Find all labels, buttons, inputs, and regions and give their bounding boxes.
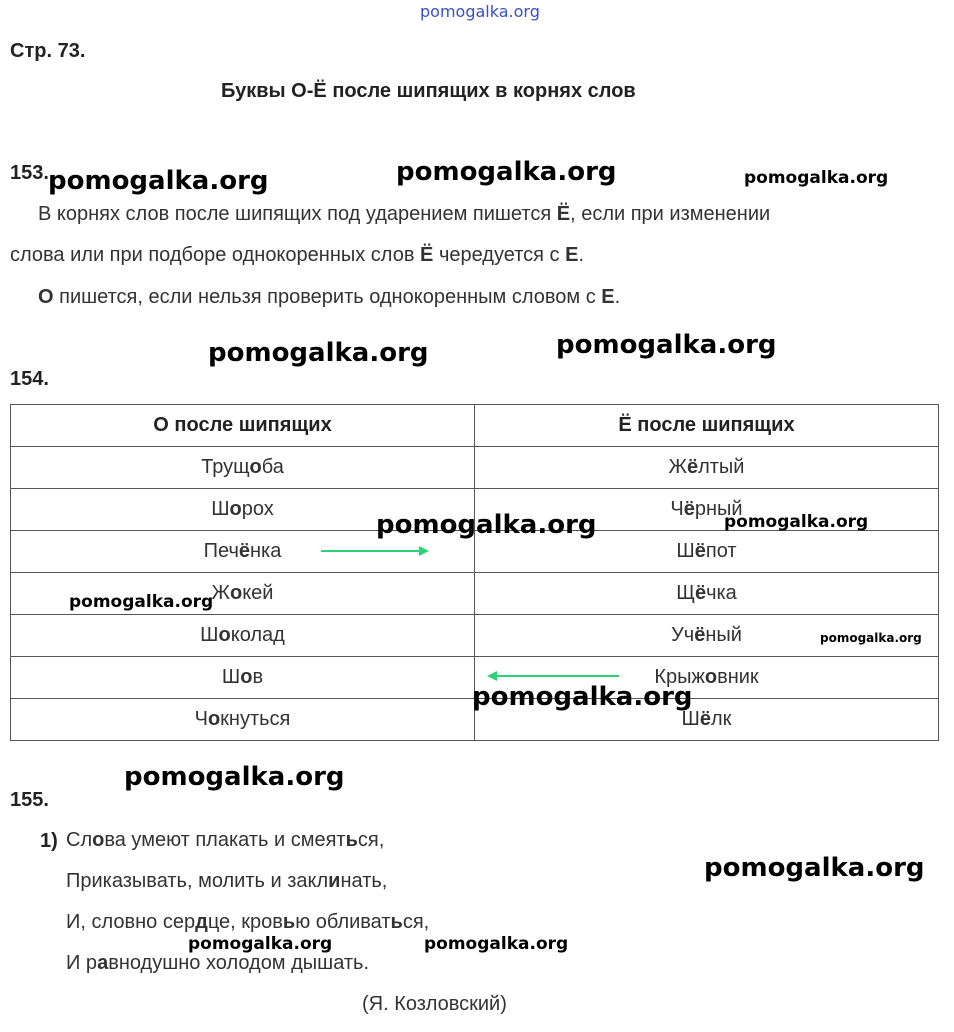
exercise-153-line-2: слова или при подборе однокоренных слов Ё чередуется с Е.	[10, 244, 584, 266]
watermark: pomogalka.org	[704, 853, 925, 883]
word-cell: Крыжовник	[475, 657, 939, 699]
poem-author: (Я. Козловский)	[362, 993, 507, 1015]
word-cell: Чёрный	[475, 489, 939, 531]
table-row	[11, 447, 939, 489]
watermark: pomogalka.org	[396, 157, 617, 187]
item-number: 1)	[40, 830, 58, 852]
arrow-right-icon	[419, 546, 429, 556]
top-site-link[interactable]: pomogalka.org	[420, 2, 540, 21]
word-cell: Шов	[11, 657, 475, 699]
exercise-153-line-3: О пишется, если нельзя проверить однокоренным словом с Е.	[38, 286, 621, 308]
watermark: pomogalka.org	[724, 512, 869, 532]
word-cell: Жёлтый	[475, 447, 939, 489]
poem-line-4: И равнодушно холодом дышать.	[66, 952, 370, 974]
exercise-153-line-1: В корнях слов после шипящих под ударением пишется Ё, если при изменении	[38, 203, 771, 225]
word-cell: Шёпот	[475, 531, 939, 573]
arrow-right-line	[321, 550, 419, 552]
table-header-row	[11, 405, 939, 447]
word-cell: Щёчка	[475, 573, 939, 615]
word-cell: Трущоба	[11, 447, 475, 489]
word-cell: Чокнуться	[11, 699, 475, 741]
watermark: pomogalka.org	[376, 510, 597, 540]
word-cell: Печёнка	[11, 531, 475, 573]
word-cell: Шоколад	[11, 615, 475, 657]
arrow-left-icon	[487, 671, 497, 681]
watermark: pomogalka.org	[744, 168, 889, 188]
exercise-153-number: 153.	[10, 162, 49, 184]
poem-line-3: И, словно сердце, кровью обливаться,	[66, 911, 430, 933]
page-title: Буквы О-Ё после шипящих в корнях слов	[221, 80, 636, 102]
column-header-o: О после шипящих	[11, 405, 475, 447]
watermark: pomogalka.org	[208, 338, 429, 368]
word-cell: Жокей	[11, 573, 475, 615]
arrow-left-line	[497, 675, 619, 677]
watermark: pomogalka.org	[820, 631, 922, 645]
table-row	[11, 615, 939, 657]
watermark: pomogalka.org	[188, 934, 333, 954]
exercise-155-number: 155.	[10, 789, 49, 811]
watermark: pomogalka.org	[48, 166, 269, 196]
word-cell: Учёный	[475, 615, 939, 657]
poem-line-2: Приказывать, молить и заклинать,	[66, 870, 388, 892]
poem-line-1: Слова умеют плакать и смеяться,	[66, 829, 385, 851]
watermark: pomogalka.org	[69, 592, 214, 612]
column-header-yo: Ё после шипящих	[475, 405, 939, 447]
word-cell: Шорох	[11, 489, 475, 531]
watermark: pomogalka.org	[424, 934, 569, 954]
word-cell: Шёлк	[475, 699, 939, 741]
watermark: pomogalka.org	[472, 682, 693, 712]
watermark: pomogalka.org	[124, 762, 345, 792]
exercise-154-number: 154.	[10, 368, 49, 390]
page-number: Стр. 73.	[10, 40, 86, 62]
watermark: pomogalka.org	[556, 330, 777, 360]
